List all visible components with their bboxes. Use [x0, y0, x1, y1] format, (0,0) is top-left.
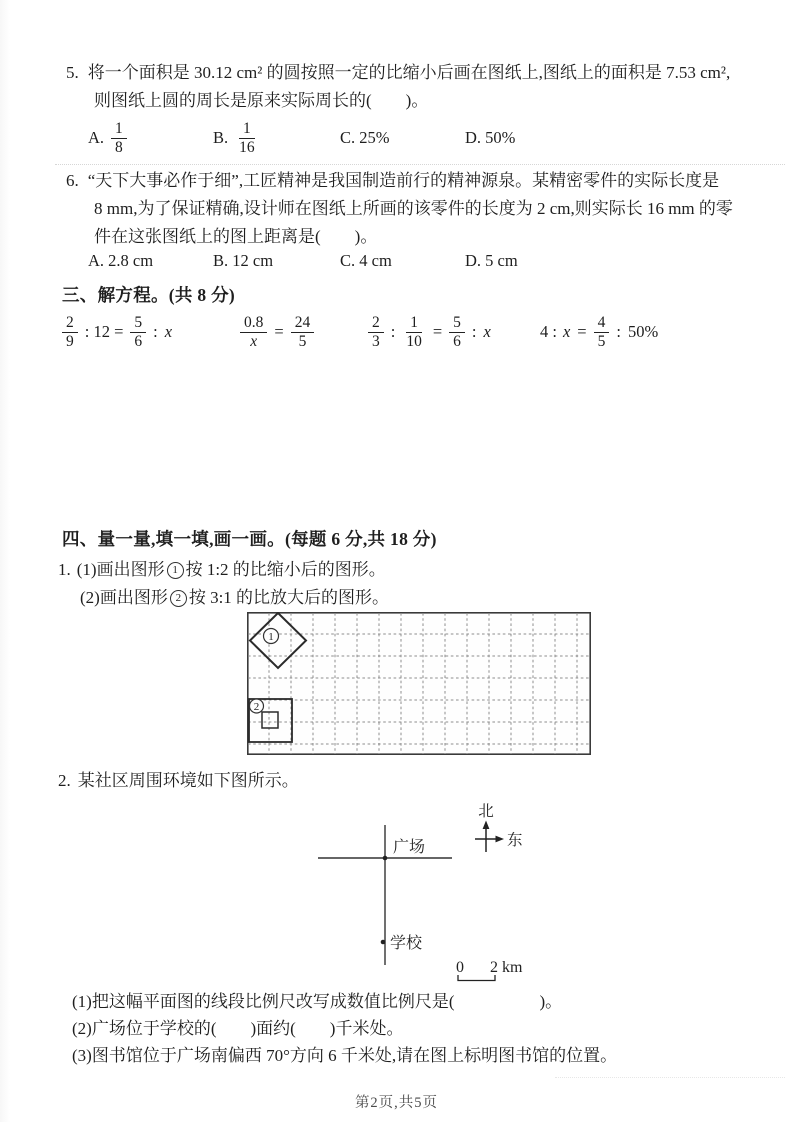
q1-item-1-text-rest: 按 1:2 的比缩小后的图形。: [185, 560, 386, 579]
denominator: 8: [115, 138, 123, 156]
denominator: 5: [298, 332, 307, 350]
section-4-heading-text: 四、量一量,填一填,画一画。(每题 6 分,共 18 分): [62, 529, 437, 549]
fraction: [235, 120, 259, 156]
q2-sub-2: [72, 1018, 403, 1041]
q6-option-a: [88, 251, 153, 271]
denominator: 6: [134, 332, 143, 350]
operator: : 12 =: [84, 322, 124, 341]
operand: 4 :: [540, 322, 557, 341]
q1-item-2-text-rest: 按 3:1 的比放大后的图形。: [188, 588, 390, 607]
numerator: 5: [449, 314, 465, 332]
question-6-line-3: [94, 226, 377, 249]
numerator: 2: [62, 314, 78, 332]
east-label: 东: [507, 832, 523, 849]
fraction: [111, 120, 127, 156]
variable-x: x: [164, 322, 173, 341]
page-footer: [0, 1091, 793, 1112]
numerator: 1: [239, 120, 255, 138]
q1-item-1: [58, 559, 386, 582]
scale-end-label: 2 km: [490, 959, 523, 976]
option-text: D. 50%: [465, 128, 516, 147]
fraction: [449, 314, 465, 350]
community-map-figure: [298, 795, 543, 990]
option-label: A.: [88, 128, 105, 147]
q2-intro: [58, 770, 299, 793]
compass: [475, 802, 523, 852]
q5-option-d: [465, 115, 515, 161]
page-footer-text: 第2页,共5页: [354, 1095, 439, 1111]
question-6-line-2: [94, 198, 733, 221]
option-text: C. 25%: [340, 128, 390, 147]
equation-1: [62, 306, 172, 358]
denominator: 3: [372, 332, 380, 350]
question-5-text-continued: 则图纸上圆的周长是原来实际周长的( )。: [94, 91, 429, 110]
option-text: D. 5 cm: [465, 251, 518, 270]
q2-sub-1-text: (1)把这幅平面图的线段比例尺改写成数值比例尺是( )。: [72, 992, 563, 1011]
section-4-heading: [62, 528, 437, 552]
numerator: 2: [368, 314, 384, 332]
circled-digit-2: 2: [170, 590, 187, 607]
question-5-text: 将一个面积是 30.12 cm² 的圆按照一定的比缩小后画在图纸上,图纸上的面积是 7.53 cm²,: [87, 63, 731, 82]
option-label: B.: [213, 128, 229, 147]
q2-sub-3-text: (3)图书馆位于广场南偏西 70°方向 6 千米处,请在图上标明图书馆的位置。: [72, 1046, 618, 1065]
plaza-label: 广场: [393, 839, 426, 856]
operator: :: [616, 322, 621, 341]
option-text: C. 4 cm: [340, 251, 392, 270]
q2-number: 2.: [58, 771, 71, 790]
q6-option-c: [340, 251, 392, 271]
question-6-text-continued: 8 mm,为了保证精确,设计师在图纸上所画的该零件的长度为 2 cm,则实际长 16 mm 的零: [94, 199, 733, 218]
operator: :: [471, 322, 477, 341]
q5-option-b: [213, 115, 259, 161]
question-5-number: 5.: [66, 63, 79, 82]
numerator: 5: [130, 314, 146, 332]
school-dot: [381, 940, 386, 945]
school-label: 学校: [390, 935, 423, 952]
north-arrowhead-icon: [483, 821, 490, 830]
equation-2: [240, 306, 314, 358]
operator: =: [274, 322, 284, 341]
scale-bar: [456, 959, 523, 981]
percent-value: 50%: [627, 322, 659, 341]
question-6-text: “天下大事必作于细”,工匠精神是我国制造前行的精神源泉。某精密零件的实际长度是: [87, 171, 720, 190]
fraction: [402, 314, 426, 350]
numerator: 1: [111, 120, 127, 138]
operator: =: [577, 322, 587, 341]
operator: :: [153, 322, 158, 341]
q6-option-b: [213, 251, 273, 271]
equation-3: [368, 306, 491, 358]
fraction: [368, 314, 384, 350]
figure-2-label: 2: [253, 701, 260, 713]
scan-artifact-line: [555, 1077, 785, 1078]
circled-digit-1: 1: [167, 562, 184, 579]
east-arrowhead-icon: [496, 836, 505, 843]
q5-option-a: [88, 115, 127, 161]
figure-1-label: 1: [268, 631, 274, 643]
operator: :: [390, 322, 396, 341]
q6-option-d: [465, 251, 518, 271]
operator: =: [432, 322, 443, 341]
fraction: [62, 314, 78, 350]
numerator: 0.8: [240, 314, 267, 332]
option-text: B. 12 cm: [213, 251, 274, 270]
denominator: 16: [239, 138, 255, 156]
q2-sub-2-text: (2)广场位于学校的( )面约( )千米处。: [72, 1019, 404, 1038]
option-text: A. 2.8 cm: [88, 251, 154, 270]
q1-item-2-text: (2)画出图形: [80, 588, 168, 607]
north-label: 北: [478, 803, 494, 820]
q2-sub-1: [72, 991, 562, 1014]
question-6-line-1: [66, 170, 719, 193]
fraction: [240, 314, 267, 350]
q5-option-c: [340, 115, 390, 161]
q1-item-2: [80, 587, 389, 610]
plaza-dot: [383, 856, 388, 861]
variable-x: x: [483, 322, 491, 341]
denominator: 6: [453, 332, 461, 350]
scale-grid-figure: [247, 612, 591, 755]
q1-item-1-text: (1)画出图形: [76, 560, 165, 579]
denominator-x: x: [250, 332, 258, 350]
denominator: 9: [66, 332, 74, 350]
numerator: 1: [406, 314, 422, 332]
variable-x: x: [562, 322, 571, 341]
scan-artifact-line: [55, 164, 785, 165]
equation-4: [540, 306, 658, 358]
section-3-heading: [62, 284, 235, 308]
question-5-line-2: [94, 90, 428, 113]
numerator: 24: [291, 314, 315, 332]
fraction: [594, 314, 610, 350]
question-6-text-continued: 件在这张图纸上的图上距离是( )。: [94, 227, 378, 246]
denominator: 10: [406, 332, 422, 350]
denominator: 5: [597, 332, 606, 350]
question-6-number: 6.: [66, 171, 79, 190]
q1-number: 1.: [58, 560, 71, 579]
section-3-heading-text: 三、解方程。(共 8 分): [62, 285, 236, 305]
fraction: [291, 314, 315, 350]
q2-sub-3: [72, 1045, 617, 1068]
scale-zero-label: 0: [456, 959, 464, 976]
numerator: 4: [594, 314, 610, 332]
q2-intro-text: 某社区周围环境如下图所示。: [77, 771, 299, 790]
question-5-line-1: [66, 62, 730, 85]
fraction: [130, 314, 146, 350]
